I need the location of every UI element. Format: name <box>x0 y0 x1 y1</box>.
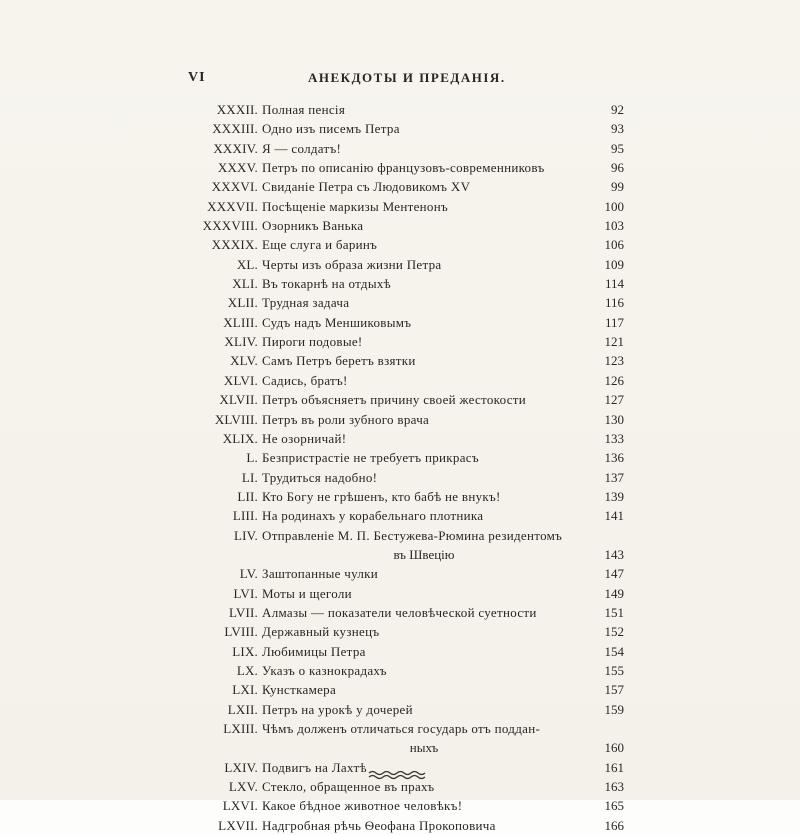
toc-title: Какое бѣдное животное человѣкъ! <box>262 798 463 814</box>
toc-chapter-number: XXXVII. <box>207 198 258 214</box>
toc-chapter-number: LVIII. <box>224 624 258 640</box>
toc-title: Подвигъ на Лахтѣ <box>262 759 367 775</box>
toc-page-number: 147 <box>604 566 624 582</box>
toc-row <box>188 603 624 622</box>
toc-row <box>188 158 624 177</box>
toc-row <box>188 468 624 487</box>
toc-title: Трудная задача <box>262 295 350 311</box>
toc-page-number: 141 <box>604 508 624 524</box>
toc-page-number: 103 <box>604 218 624 234</box>
toc-title: Петръ по описанію французовъ-современниковъ <box>262 160 545 176</box>
toc-title-continuation: ныхъ <box>409 740 439 756</box>
toc-chapter-number: XLII. <box>227 295 258 311</box>
toc-chapter-number: XXXVI. <box>211 179 258 195</box>
toc-title: Петръ на урокѣ у дочерей <box>262 701 413 717</box>
toc-page-number: 159 <box>604 701 624 717</box>
toc-page-number: 163 <box>604 779 624 795</box>
toc-title: Петръ объясняетъ причину своей жестокости <box>262 392 527 408</box>
toc-title: Чѣмъ долженъ отличаться государь отъ поддан- <box>262 721 541 736</box>
toc-row <box>188 139 624 158</box>
toc-row <box>188 197 624 216</box>
toc-row <box>188 371 624 390</box>
toc-page-number: 114 <box>604 276 624 292</box>
toc-chapter-number: LX. <box>236 662 258 678</box>
toc-title: Пироги подовые! <box>262 334 363 350</box>
page-header <box>188 70 624 88</box>
toc-title: Не озорничай! <box>262 430 347 446</box>
toc-row <box>188 700 624 719</box>
toc-chapter-number: LIX. <box>232 643 258 659</box>
toc-page-number: 152 <box>604 624 624 640</box>
toc-row <box>188 661 624 680</box>
toc-chapter-number: XLVI. <box>223 372 258 388</box>
toc-page-number: 93 <box>611 121 624 137</box>
toc-title: Садись, братъ! <box>262 372 348 388</box>
toc-row <box>188 216 624 235</box>
toc-row <box>188 119 624 138</box>
toc-row <box>188 332 624 351</box>
toc-title-continuation: въ Швецію <box>393 546 455 562</box>
toc-page-number: 151 <box>604 604 624 620</box>
toc-page-number: 126 <box>604 372 624 388</box>
toc-row <box>188 526 624 545</box>
toc-row <box>188 506 624 525</box>
toc-title: Свиданіе Петра съ Людовикомъ XV <box>262 179 471 195</box>
toc-page-number: 160 <box>604 740 624 756</box>
toc-row <box>188 448 624 467</box>
toc-row <box>188 680 624 699</box>
toc-chapter-number: XLIX. <box>222 430 258 446</box>
toc-chapter-number: LII. <box>237 488 258 504</box>
toc-title: Въ токарнѣ на отдыхѣ <box>262 276 392 292</box>
toc-page-number: 130 <box>604 411 624 427</box>
toc-row <box>188 642 624 661</box>
toc-chapter-number: XLIV. <box>224 334 258 350</box>
toc-title: Трудиться надобно! <box>262 469 378 485</box>
toc-title: Любимицы Петра <box>262 643 366 659</box>
toc-page-number: 100 <box>604 198 624 214</box>
toc-page-number: 143 <box>604 546 624 562</box>
toc-page-number: 155 <box>604 662 624 678</box>
table-of-contents <box>188 100 624 835</box>
toc-page-number: 123 <box>604 353 624 369</box>
toc-chapter-number: XXXIII. <box>212 121 258 137</box>
toc-title: Озорникъ Ванька <box>262 218 364 234</box>
toc-row <box>188 622 624 641</box>
toc-row <box>188 796 624 815</box>
toc-row <box>188 584 624 603</box>
toc-chapter-number: XLIII. <box>223 314 258 330</box>
toc-chapter-number: LV. <box>239 566 258 582</box>
toc-chapter-number: XLVIII. <box>214 411 258 427</box>
toc-row <box>188 564 624 583</box>
toc-chapter-number: XXXV. <box>217 160 258 176</box>
toc-chapter-number: XLV. <box>230 353 258 369</box>
toc-title: Безпристрастіе не требуетъ прикрасъ <box>262 450 479 466</box>
toc-title: Одно изъ писемъ Петра <box>262 121 400 137</box>
toc-page-number: 166 <box>604 817 624 833</box>
toc-page-number: 127 <box>604 392 624 408</box>
toc-page-number: 139 <box>604 488 624 504</box>
toc-page-number: 154 <box>604 643 624 659</box>
toc-row <box>188 100 624 119</box>
toc-chapter-number: LXV. <box>228 779 258 795</box>
toc-chapter-number: LXVII. <box>218 817 258 833</box>
toc-page-number: 133 <box>604 430 624 446</box>
toc-title: Черты изъ образа жизни Петра <box>262 256 442 272</box>
toc-chapter-number: XXXII. <box>216 102 258 117</box>
toc-title: Надгробная рѣчь Ѳеофана Прокоповича <box>262 817 496 833</box>
toc-chapter-number: XLI. <box>232 276 258 292</box>
toc-row <box>188 255 624 274</box>
toc-title: Моты и щеголи <box>262 585 352 601</box>
toc-title: Заштопанные чулки <box>262 566 379 582</box>
toc-chapter-number: LIII. <box>232 508 258 524</box>
toc-title: Я — солдатъ! <box>262 140 342 156</box>
toc-page-number: 106 <box>604 237 624 253</box>
toc-page-number: 117 <box>604 314 624 330</box>
toc-chapter-number: LXIII. <box>223 721 258 736</box>
toc-page-number: 109 <box>604 256 624 272</box>
toc-title: Кунсткамера <box>262 682 337 698</box>
toc-title: Посѣщеніе маркизы Ментенонъ <box>262 198 449 214</box>
toc-row <box>188 816 624 835</box>
toc-title: Самъ Петръ беретъ взятки <box>262 353 416 369</box>
toc-title: Указъ о казнокрадахъ <box>262 662 387 678</box>
toc-row <box>188 351 624 370</box>
toc-chapter-number: LVII. <box>228 604 258 620</box>
toc-title: Петръ въ роли зубного врача <box>262 411 430 427</box>
toc-title: Еще слуга и баринъ <box>262 237 378 253</box>
toc-page-number: 161 <box>604 759 624 775</box>
toc-title: Кто Богу не грѣшенъ, кто бабѣ не внукъ! <box>262 488 501 504</box>
toc-title: Отправленіе М. П. Бестужева-Рюмина резидентомъ <box>262 527 563 543</box>
toc-row <box>188 313 624 332</box>
toc-chapter-number: LXII. <box>227 701 258 717</box>
toc-row <box>188 293 624 312</box>
toc-page-number: 96 <box>611 160 624 176</box>
toc-chapter-number: LXVI. <box>222 798 258 814</box>
toc-title: На родинахъ у корабельнаго плотника <box>262 508 484 524</box>
toc-chapter-number: LIV. <box>233 527 258 543</box>
toc-page-number: 92 <box>611 102 624 117</box>
toc-chapter-number: XXXIV. <box>213 140 258 156</box>
toc-chapter-number: XLVII. <box>219 392 258 408</box>
toc-row <box>188 738 624 757</box>
toc-title: Стекло, обращенное въ прахъ <box>262 779 435 795</box>
toc-chapter-number: XXXIX. <box>211 237 258 253</box>
toc-page-number: 157 <box>604 682 624 698</box>
page-number: VI <box>188 70 206 85</box>
wavy-ornament-icon <box>368 770 430 780</box>
toc-page-number: 165 <box>604 798 624 814</box>
toc-page-number: 149 <box>604 585 624 601</box>
toc-row <box>188 410 624 429</box>
toc-title: Полная пенсія <box>262 102 346 117</box>
toc-chapter-number: LXIV. <box>224 759 258 775</box>
toc-row <box>188 429 624 448</box>
toc-page-number: 121 <box>604 334 624 350</box>
running-title: АНЕКДОТЫ И ПРЕДАНІЯ. <box>308 70 506 85</box>
toc-title: Алмазы — показатели человѣческой суетности <box>262 604 537 620</box>
toc-row <box>188 545 624 564</box>
toc-title: Судъ надъ Меншиковымъ <box>262 314 412 330</box>
toc-page-number: 99 <box>611 179 624 195</box>
toc-page-number: 95 <box>611 140 624 156</box>
toc-page-number: 136 <box>604 450 624 466</box>
toc-row <box>188 177 624 196</box>
toc-title: Державный кузнецъ <box>262 624 380 640</box>
toc-chapter-number: XL. <box>236 256 258 272</box>
toc-row <box>188 390 624 409</box>
toc-page-number: 116 <box>604 295 624 311</box>
toc-row <box>188 487 624 506</box>
toc-chapter-number: L. <box>246 450 258 466</box>
toc-chapter-number: LVI. <box>233 585 258 601</box>
toc-chapter-number: LI. <box>241 469 258 485</box>
toc-page-number: 137 <box>604 469 624 485</box>
toc-chapter-number: XXXVIII. <box>202 218 258 234</box>
toc-row <box>188 235 624 254</box>
toc-row <box>188 274 624 293</box>
toc-row <box>188 719 624 738</box>
toc-chapter-number: LXI. <box>232 682 258 698</box>
